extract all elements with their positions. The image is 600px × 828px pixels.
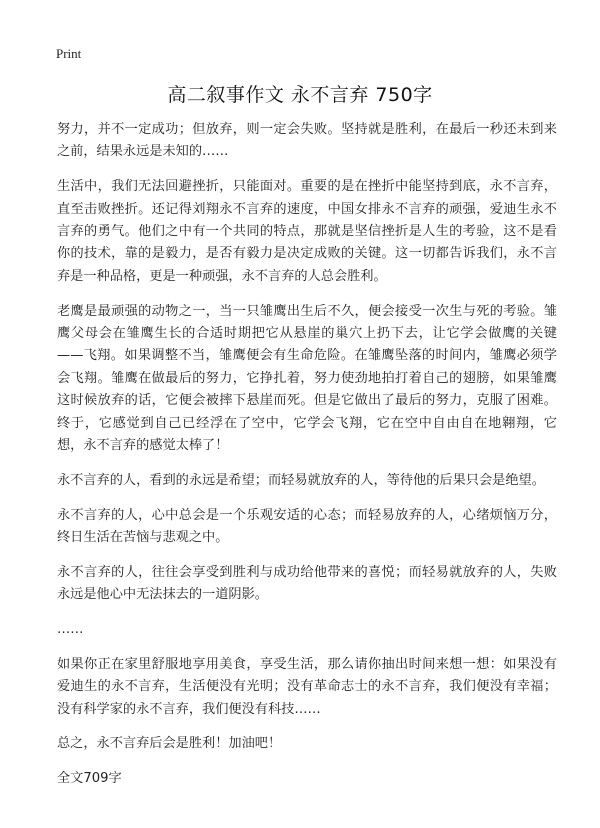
paragraph-8: 总之，永不言弃后会是胜利！加油吧！: [57, 736, 282, 752]
paragraph-4: 永不言弃的人，看到的永远是希望；而轻易就放弃的人，等待他的后果只会是绝望。: [57, 472, 545, 488]
paragraph-3: 老鹰是最顽强的动物之一，当一只雏鹰出生后不久，便会接受一次生与死的考验。雏鹰父母会在雏鹰生长的合适时期把它从悬崖的巢穴上扔下去，让它学会做鹰的关键——飞翔。如果调整不当，雏鹰便会有生命危险。在雏鹰坠落的时间内，雏鹰必须学会飞翔。雏鹰在做最后的努力，它挣扎着，努力使劲地拍打着自己的翅膀，如果雏鹰这时候放弃的话，它便会被摔下悬崖而死。但是它做出了最后的努力，克服了困难。终于，它感觉到自己已经浮在了空中，它学会飞翔，它在空中自由自在地翱翔，它想，永不言弃的感觉太棒了！: [57, 303, 557, 454]
paragraph-2: 生活中，我们无法回避挫折，只能面对。重要的是在挫折中能坚持到底，永不言弃，直至击败挫折。还记得刘翔永不言弃的速度，中国女排永不言弃的顽强，爱迪生永不言弃的勇气。他们之中有一个共同的特点，那就是坚信挫折是人生的考验，这不是看你的技术，靠的是毅力，是否有毅力是决定成败的关键。这一切都告诉我们，永不言弃是一种品格，更是一种顽强，永不言弃的人总会胜利。: [57, 179, 557, 284]
paragraph-5: 永不言弃的人，心中总会是一个乐观安适的心态；而轻易放弃的人，心绪烦恼万分，终日生活在苦恼与悲观之中。: [57, 507, 557, 546]
paragraph-6: 永不言弃的人，往往会享受到胜利与成功给他带来的喜悦；而轻易就放弃的人，失败永远是他心中无法抹去的一道阴影。: [57, 564, 557, 603]
paragraph-7: 如果你正在家里舒服地享用美食，享受生活，那么请你抽出时间来想一想：如果没有爱迪生的永不言弃，生活便没有光明；没有革命志士的永不言弃，我们便没有幸福；没有科学家的永不言弃，我们便没有科技……: [57, 656, 557, 717]
paragraph-1: 努力，并不一定成功；但放弃，则一定会失败。坚持就是胜利，在最后一秒还未到来之前，结果永远是未知的……: [57, 122, 557, 160]
word-count: 全文709字: [57, 771, 122, 787]
article-title: 高二叙事作文 永不言弃 750字: [167, 84, 433, 106]
paragraph-ellipsis: ……: [57, 622, 84, 638]
article-body: [57, 119, 557, 803]
print-link[interactable]: Print: [56, 46, 82, 61]
